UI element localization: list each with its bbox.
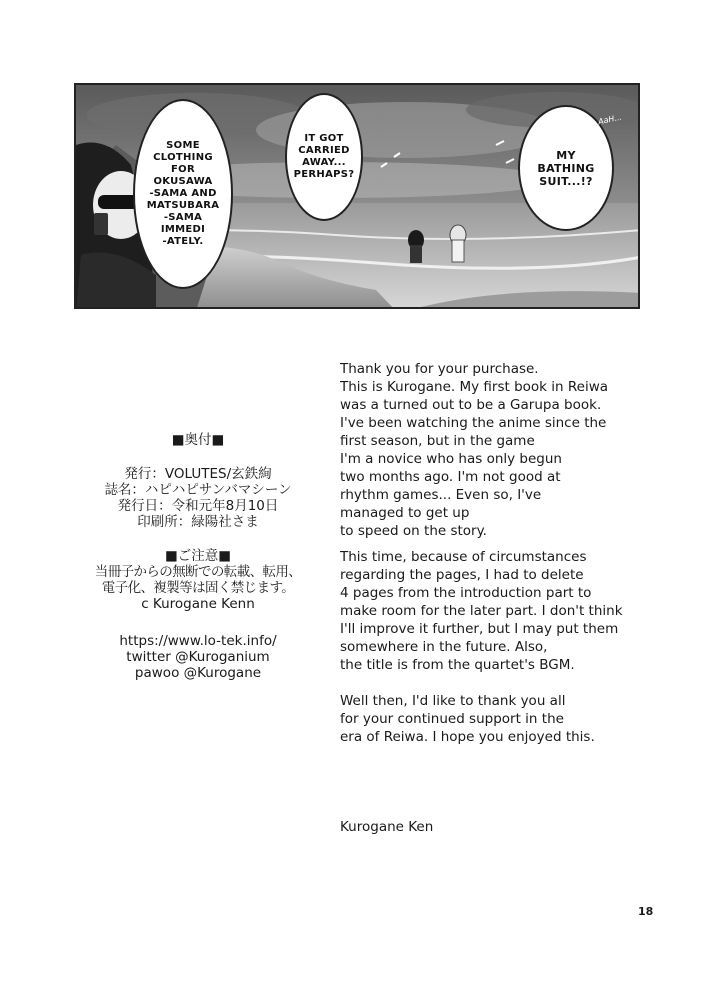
bubble-line: -SAMA AND — [149, 188, 217, 199]
afterword-line: This is Kurogane. My first book in Reiwa — [340, 379, 609, 395]
bubble-line: PERHAPS? — [293, 169, 355, 180]
signature: Kurogane Ken — [340, 819, 434, 835]
afterword-line: the title is from the quartet's BGM. — [340, 657, 575, 673]
afterword-line: managed to get up — [340, 505, 470, 521]
colophon-line: 印刷所：緑陽社さま — [137, 514, 259, 530]
speech-bubble-clothing — [133, 99, 233, 289]
colophon-line: 誌名：ハピハピサンバマシーン — [104, 482, 292, 498]
notice-line: 当冊子からの無断での転載、転用、 — [94, 564, 302, 580]
sound-effect: AaH... — [597, 112, 623, 127]
speech-bubble-carried-away — [285, 93, 363, 221]
afterword-line: make room for the later part. I don't think — [340, 603, 623, 619]
colophon-line: 発行日：令和元年8月10日 — [117, 498, 279, 514]
bubble-line: MY — [556, 148, 576, 162]
manga-panel — [74, 83, 640, 309]
afterword-line: era of Reiwa. I hope you enjoyed this. — [340, 729, 595, 745]
afterword-line: first season, but in the game — [340, 433, 535, 449]
afterword-line: regarding the pages, I had to delete — [340, 567, 584, 583]
bubble-line: -SAMA IMMEDI — [160, 212, 206, 235]
bubble-line: -ATELY. — [162, 236, 204, 247]
afterword-line: 4 pages from the introduction part to — [340, 585, 592, 601]
colophon — [68, 432, 328, 681]
bubble-line: SUIT...!? — [539, 174, 593, 188]
bubble-line: MATSUBARA — [146, 200, 220, 211]
bubble-line: OKUSAWA — [153, 176, 213, 187]
afterword-line: This time, because of circumstances — [340, 549, 587, 565]
website-link[interactable]: https://www.lo-tek.info/ — [119, 633, 277, 649]
colophon-heading: ■奥付■ — [171, 432, 225, 448]
afterword-line: Thank you for your purchase. — [340, 361, 539, 377]
afterword-line: two months ago. I'm not good at — [340, 469, 561, 485]
bubble-line: CLOTHING FOR — [153, 152, 213, 175]
bubble-line: BATHING — [537, 161, 595, 175]
afterword-line: I'm a novice who has only begun — [340, 451, 562, 467]
colophon-line: 発行：VOLUTES/玄鉄絢 — [124, 466, 272, 482]
bubble-line: SOME — [166, 140, 200, 151]
afterword — [340, 360, 640, 835]
afterword-line: I'll improve it further, but I may put them — [340, 621, 619, 637]
copyright-line: c Kurogane Kenn — [141, 596, 255, 612]
notice-heading: ■ご注意■ — [164, 548, 231, 564]
twitter-handle: twitter @Kuroganium — [126, 649, 270, 665]
bubble-line: CARRIED — [298, 145, 350, 156]
notice-line: 電子化、複製等は固く禁じます。 — [101, 580, 295, 596]
afterword-line: somewhere in the future. Also, — [340, 639, 548, 655]
bubble-line: AWAY... — [302, 157, 346, 168]
pawoo-handle: pawoo @Kurogane — [134, 665, 262, 681]
afterword-line: I've been watching the anime since the — [340, 415, 607, 431]
afterword-line: for your continued support in the — [340, 711, 564, 727]
afterword-line: Well then, I'd like to thank you all — [340, 693, 566, 709]
afterword-line: rhythm games... Even so, I've — [340, 487, 542, 503]
afterword-line: was a turned out to be a Garupa book. — [340, 397, 602, 413]
page-number: 18 — [638, 905, 654, 918]
bubble-line: IT GOT — [304, 133, 344, 144]
afterword-line: to speed on the story. — [340, 523, 487, 539]
